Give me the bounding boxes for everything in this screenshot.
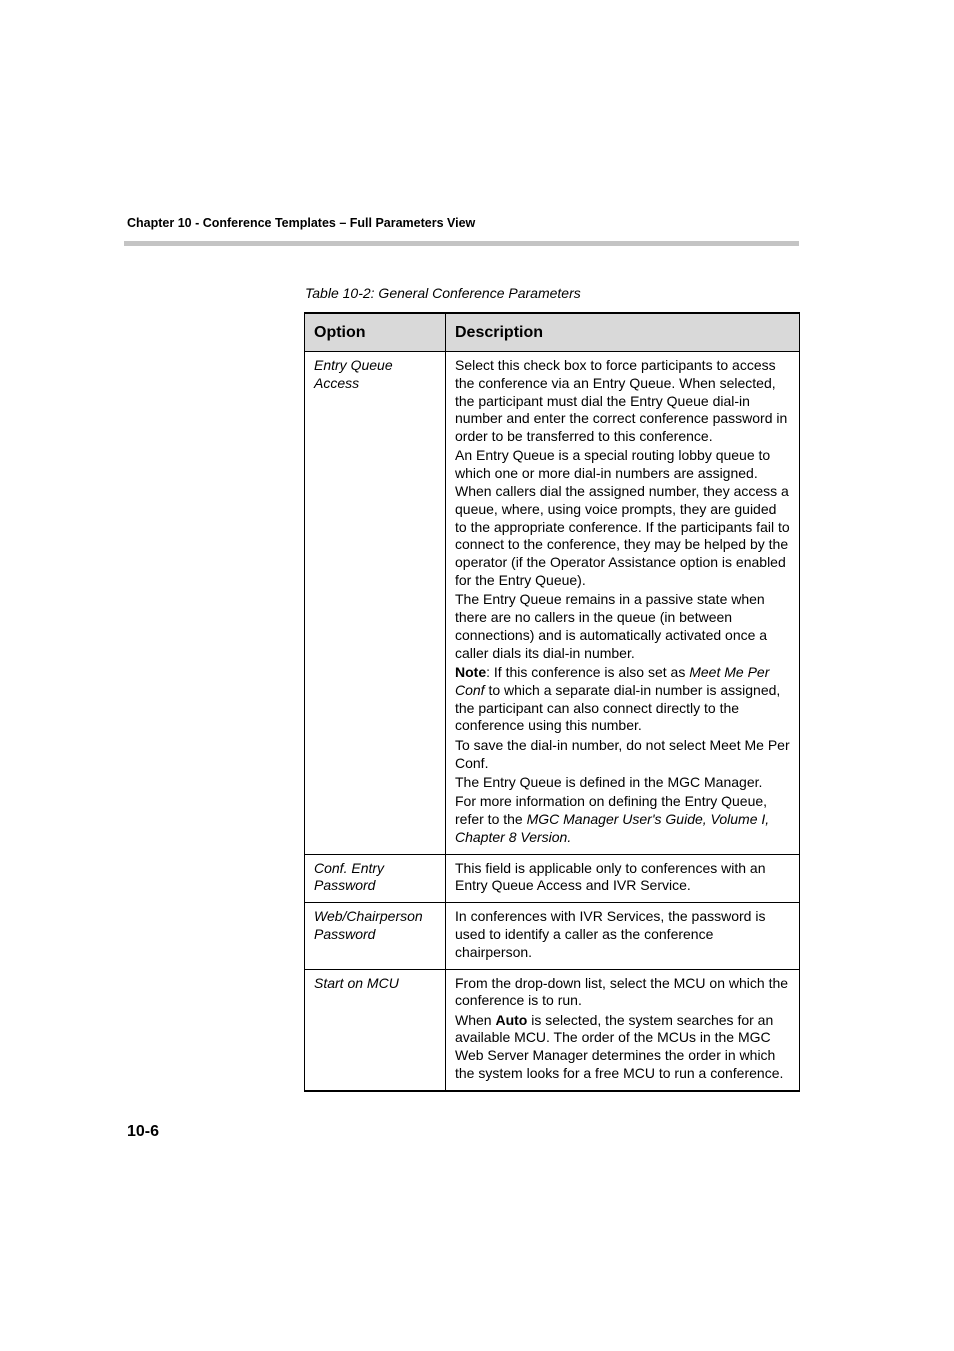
reference-paragraph xyxy=(455,793,790,846)
auto-keyword: Auto xyxy=(495,1011,528,1028)
reference-title: MGC Manager User's Guide, Volume I, Chapter 8 Version. xyxy=(455,810,770,845)
auto-text: is selected, the system searches for an available MCU. The order of the MCUs in the MGC Web Server Manager determines the order in which the system looks for a free MCU to run a conference. xyxy=(455,1011,784,1081)
table-row xyxy=(305,854,800,903)
description-cell xyxy=(446,969,800,1091)
note-label: Note xyxy=(455,664,487,681)
header-rule xyxy=(124,241,799,246)
table-row xyxy=(305,352,800,855)
description-paragraph xyxy=(455,1012,790,1083)
note-text: : If this conference is also set as xyxy=(486,664,690,681)
description-paragraph: An Entry Queue is a special routing lobby queue to which one or more dial-in numbers are assigned. When callers dial the assigned number, they access a queue, where, using voice prompts, they are guided to the appropriate conference. If the participants fail to connect to the conference, they may be helped by the operator (if the Operator Assistance option is enabled for the Entry Queue). xyxy=(455,447,790,589)
description-cell xyxy=(446,854,800,903)
description-paragraph: This field is applicable only to conferences with an Entry Queue Access and IVR Service. xyxy=(455,859,766,894)
note-text: to which a separate dial-in number is assigned, the participant can also connect directly to the conference using this number. xyxy=(455,681,781,734)
parameters-table xyxy=(304,312,800,1092)
description-paragraph: From the drop-down list, select the MCU on which the conference is to run. xyxy=(455,974,789,1009)
description-paragraph: To save the dial-in number, do not select Meet Me Per Conf. xyxy=(455,736,790,771)
running-header: Chapter 10 - Conference Templates – Full Parameters View xyxy=(127,216,476,230)
note-emphasis: Meet Me Per Conf xyxy=(455,664,770,698)
option-cell: Conf. Entry Password xyxy=(305,854,446,903)
table-row xyxy=(305,969,800,1091)
column-header-option: Option xyxy=(305,313,446,352)
description-paragraph: The Entry Queue is defined in the MGC Manager. xyxy=(455,773,763,790)
option-cell: Entry Queue Access xyxy=(305,352,446,855)
table-header-row xyxy=(305,313,800,352)
option-cell: Start on MCU xyxy=(305,969,446,1091)
description-cell xyxy=(446,903,800,969)
table-caption: Table 10-2: General Conference Parameters xyxy=(305,285,581,301)
page-number: 10-6 xyxy=(127,1123,160,1140)
description-paragraph: Select this check box to force participants to access the conference via an Entry Queue. When selected, the participant must dial the Entry Queue dial-in number and enter the correct conference password in order to be transferred to this conference. xyxy=(455,357,788,445)
note-paragraph xyxy=(455,664,790,735)
column-header-description: Description xyxy=(446,313,800,352)
reference-text: For more information on defining the Entry Queue, refer to the xyxy=(455,793,768,827)
description-paragraph: In conferences with IVR Services, the password is used to identify a caller as the conference chairperson. xyxy=(455,908,766,960)
description-cell xyxy=(446,352,800,855)
auto-text: When xyxy=(455,1011,496,1028)
description-paragraph: The Entry Queue remains in a passive state when there are no callers in the queue (in between connections) and is automatically activated once a caller dials its dial-in number. xyxy=(455,591,768,661)
option-cell: Web/Chairperson Password xyxy=(305,903,446,969)
table-row xyxy=(305,903,800,969)
